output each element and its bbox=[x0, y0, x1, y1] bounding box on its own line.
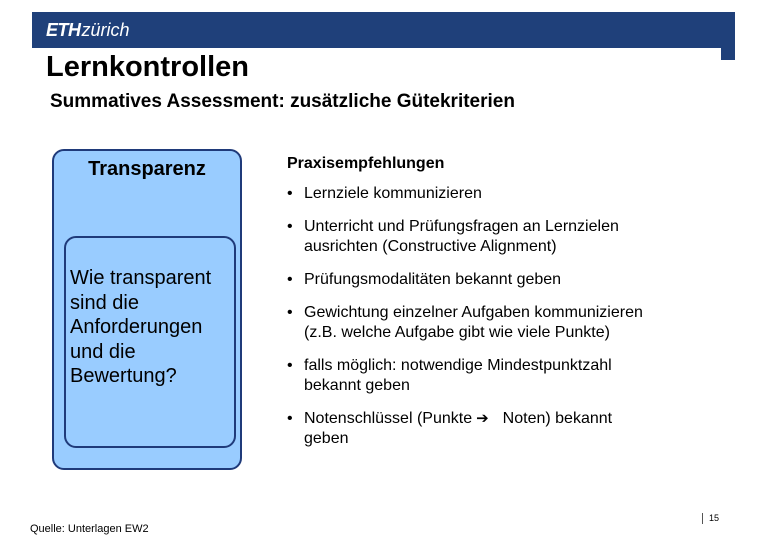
question-box bbox=[64, 236, 236, 448]
arrow-right-icon: ➔ bbox=[476, 410, 489, 427]
list-item-line: • Lernziele kommunizieren bbox=[304, 185, 482, 202]
list-item bbox=[287, 184, 727, 204]
list-item-line: bekannt geben bbox=[304, 377, 410, 394]
list-item bbox=[287, 303, 727, 343]
grading-key-label: Notenschlüssel (Punkte bbox=[304, 410, 473, 427]
header-band bbox=[32, 12, 735, 48]
list-item-line: • Gewichtung einzelner Aufgaben kommunizieren bbox=[304, 304, 643, 321]
transparency-box bbox=[52, 149, 242, 470]
list-item-line: geben bbox=[304, 430, 349, 447]
question-line: und die bbox=[70, 340, 136, 363]
grading-key-result: Noten) bekannt bbox=[502, 410, 613, 427]
list-item-line: • falls möglich: notwendige Mindestpunktzahl bbox=[304, 357, 612, 374]
question-line: Bewertung? bbox=[70, 365, 177, 387]
list-item-line bbox=[304, 409, 727, 429]
question-line: Wie transparent bbox=[70, 267, 212, 289]
question-line: Anforderungen bbox=[70, 316, 203, 338]
logo-eth-text: ETH bbox=[46, 20, 81, 40]
recommendations-panel bbox=[287, 154, 727, 462]
page-subtitle: Summatives Assessment: zusätzliche Gütekriterien bbox=[50, 91, 515, 112]
header-notch bbox=[721, 48, 735, 60]
list-item-line: • Prüfungsmodalitäten bekannt geben bbox=[304, 271, 562, 288]
logo-zurich-text: zürich bbox=[81, 20, 130, 40]
recommendations-list bbox=[287, 184, 727, 449]
list-item bbox=[287, 217, 727, 257]
eth-logo[interactable] bbox=[46, 20, 130, 40]
recommendations-heading: Praxisempfehlungen bbox=[287, 155, 445, 172]
list-item-line: ausrichten (Constructive Alignment) bbox=[304, 238, 557, 255]
list-item bbox=[287, 270, 727, 290]
question-line: sind die bbox=[70, 291, 139, 314]
list-item bbox=[287, 356, 727, 396]
list-item-line: (z.B. welche Aufgabe gibt wie viele Punkte) bbox=[304, 324, 610, 341]
list-item bbox=[287, 409, 727, 449]
list-item-line: • Unterricht und Prüfungsfragen an Lernzielen bbox=[304, 218, 619, 235]
page-number-divider bbox=[702, 513, 703, 524]
source-note: Quelle: Unterlagen EW2 bbox=[30, 523, 149, 535]
page-title: Lernkontrollen bbox=[46, 51, 250, 83]
page-number: 15 bbox=[709, 513, 720, 523]
transparency-box-title: Transparenz bbox=[88, 158, 206, 180]
question-text bbox=[70, 266, 232, 389]
